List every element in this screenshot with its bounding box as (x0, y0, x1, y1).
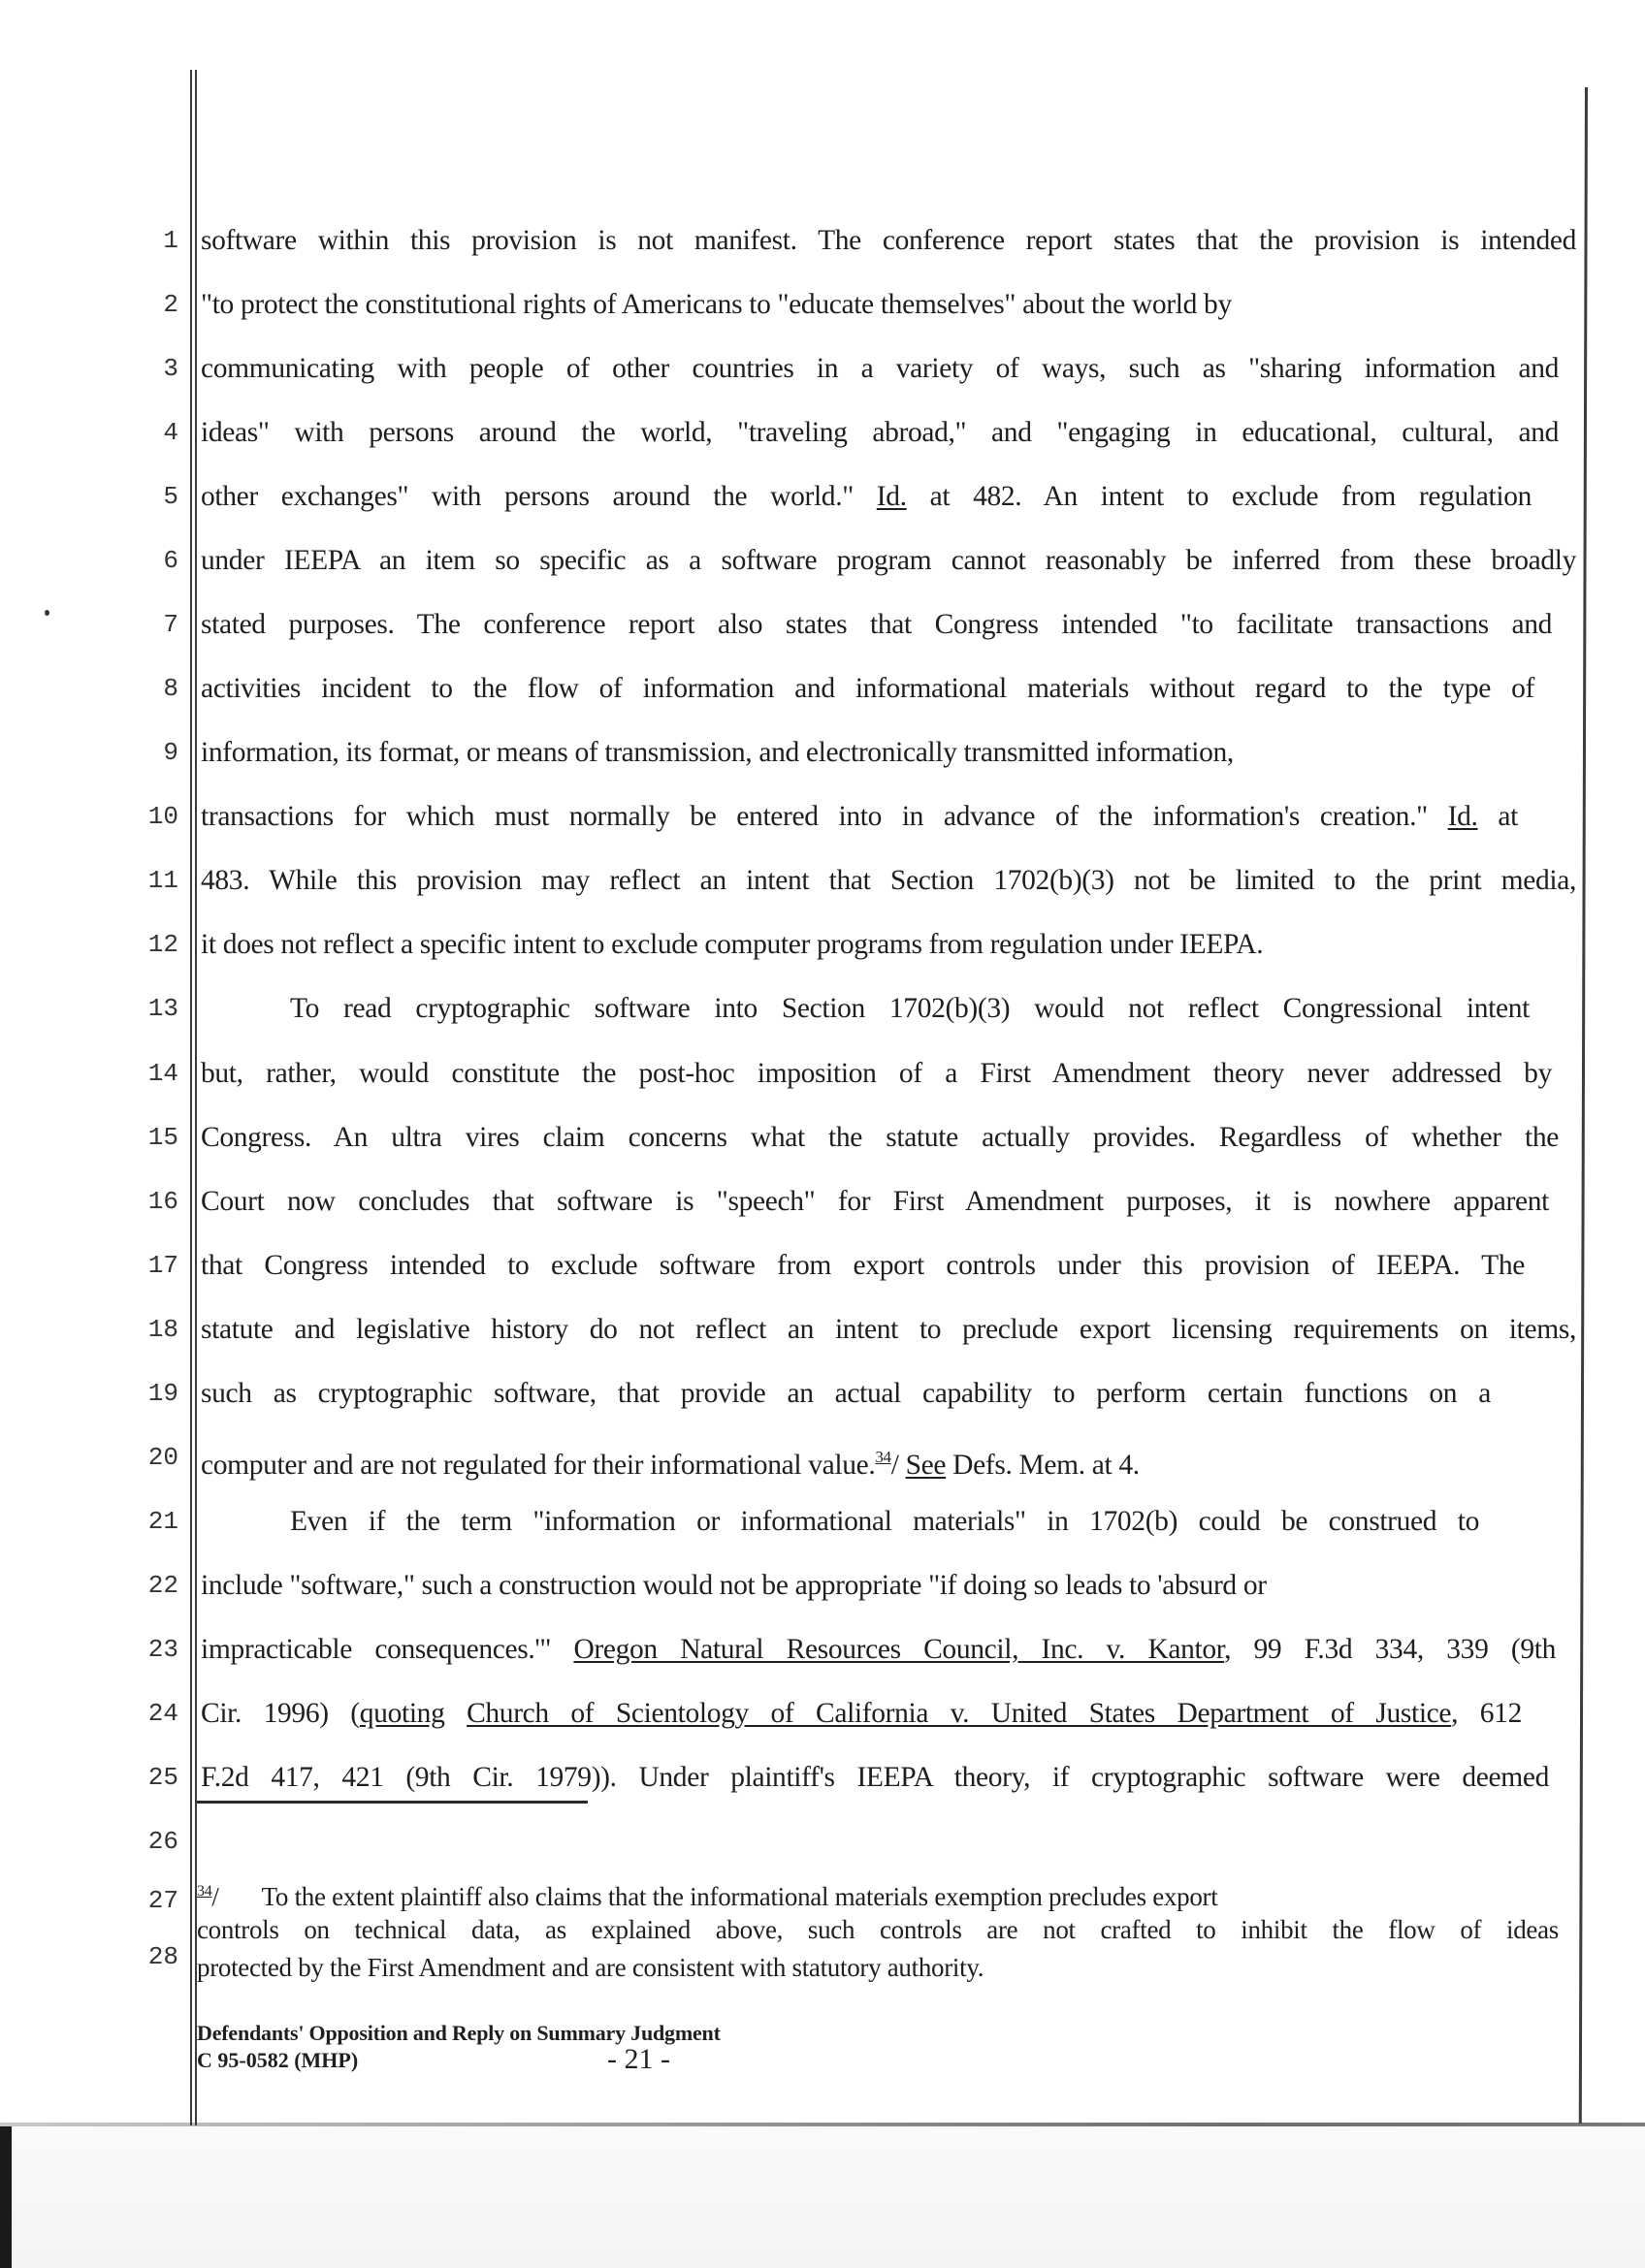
body-line: it does not reflect a specific intent to exclude computer programs from regulation under IEEPA. (201, 929, 1264, 960)
line-number: 24 (147, 1699, 178, 1728)
body-line: but, rather, would constitute the post-hoc imposition of a First Amendment theory never addressed by (201, 1058, 1552, 1089)
footnote-line: controls on technical data, as explained above, such controls are not crafted to inhibit the flow of ideas (197, 1915, 1559, 1944)
body-line: information, its format, or means of transmission, and electronically transmitted information, (201, 737, 1234, 768)
quoting-signal: quoting (359, 1698, 445, 1729)
scanner-shadow (0, 2126, 12, 2268)
line-number: 16 (147, 1187, 178, 1216)
line-number: 15 (147, 1123, 178, 1152)
line-number: 20 (147, 1443, 178, 1472)
body-line: Even if the term "information or informational materials" in 1702(b) could be construed to (290, 1506, 1479, 1537)
footnote-reference[interactable]: 34 (875, 1448, 891, 1466)
body-line: impracticable consequences.'" Oregon Natural Resources Council, Inc. v. Kantor, 99 F.3d 334, 339 (9th (201, 1634, 1556, 1665)
case-citation-oregon: Oregon Natural Resources Council, Inc. v. Kantor (573, 1634, 1225, 1665)
body-line: stated purposes. The conference report also states that Congress intended "to facilitate transactions and (201, 609, 1552, 640)
line-number: 3 (163, 354, 178, 383)
line-number: 26 (147, 1827, 178, 1856)
scanner-background (0, 2125, 1645, 2268)
case-citation-scientology: Church of Scientology of California v. United States Department of Justice (467, 1698, 1452, 1729)
line-number: 9 (163, 738, 178, 767)
body-line: other exchanges" with persons around the world." Id. at 482. An intent to exclude from regulation (201, 481, 1532, 512)
line-number: 5 (163, 482, 178, 511)
scan-speck (45, 610, 49, 616)
body-line: such as cryptographic software, that provide an actual capability to perform certain functions on a (201, 1378, 1491, 1409)
line-number: 27 (147, 1886, 178, 1915)
line-number: 13 (147, 994, 178, 1023)
line-number: 22 (147, 1571, 178, 1600)
id-citation: Id. (876, 481, 907, 512)
line-number: 28 (147, 1942, 178, 1971)
body-line: transactions for which must normally be entered into in advance of the information's creation." Id. at (201, 801, 1518, 832)
body-line: that Congress intended to exclude software from export controls under this provision of IEEPA. The (201, 1250, 1525, 1281)
body-line: Cir. 1996) (quoting Church of Scientology of California v. United States Department of Justice, 612 (201, 1698, 1522, 1729)
page-number: - 21 - (607, 2043, 670, 2075)
footer-case-number: C 95-0582 (MHP) (197, 2048, 359, 2072)
body-line: computer and are not regulated for their informational value.$^{34}$/ See Defs. Mem. at 4. (201, 1448, 1140, 1481)
line-number: 17 (147, 1251, 178, 1280)
body-line: Court now concludes that software is "speech" for First Amendment purposes, it is nowhere apparent (201, 1186, 1549, 1217)
left-margin-rule-outer (190, 70, 192, 2125)
left-margin-rule-inner (195, 70, 197, 2125)
right-margin-rule (1579, 87, 1588, 2124)
footer-document-title: Defendants' Opposition and Reply on Summary Judgment (197, 2021, 721, 2045)
line-number: 11 (147, 866, 178, 895)
page-bottom-edge (0, 2123, 1645, 2126)
footnote-line: protected by the First Amendment and are consistent with statutory authority. (197, 1953, 984, 1982)
line-number: 1 (163, 226, 178, 255)
line-number: 7 (163, 610, 178, 639)
line-number: 6 (163, 546, 178, 575)
line-number: 4 (163, 418, 178, 447)
id-citation: Id. (1447, 801, 1478, 832)
body-line: To read cryptographic software into Section 1702(b)(3) would not reflect Congressional intent (290, 993, 1530, 1024)
line-number: 25 (147, 1763, 178, 1792)
body-line: communicating with people of other countries in a variety of ways, such as "sharing information and (201, 353, 1559, 384)
body-line: under IEEPA an item so specific as a software program cannot reasonably be inferred from these broadly (201, 545, 1576, 576)
body-line: include "software," such a construction would not be appropriate "if doing so leads to 'absurd or (201, 1570, 1267, 1601)
line-number: 19 (147, 1379, 178, 1408)
line-number: 12 (147, 930, 178, 959)
line-number: 2 (163, 290, 178, 319)
body-line: "to protect the constitutional rights of Americans to "educate themselves" about the world by (201, 289, 1232, 320)
body-line: 483. While this provision may reflect an intent that Section 1702(b)(3) not be limited to the print media, (201, 865, 1576, 896)
line-number: 14 (147, 1059, 178, 1088)
body-line: F.2d 417, 421 (9th Cir. 1979)). Under plaintiff's IEEPA theory, if cryptographic software were deemed (201, 1762, 1549, 1793)
body-line: software within this provision is not manifest. The conference report states that the provision is intended (201, 225, 1576, 256)
footnote-line: $^{34}$/ To the extent plaintiff also claims that the informational materials exemption precludes export (197, 1882, 1218, 1911)
body-line: ideas" with persons around the world, "traveling abroad," and "engaging in educational, cultural, and (201, 417, 1559, 448)
line-number: 21 (147, 1507, 178, 1536)
line-number: 18 (147, 1315, 178, 1344)
line-number: 8 (163, 674, 178, 703)
body-line: Congress. An ultra vires claim concerns what the statute actually provides. Regardless of whether the (201, 1122, 1559, 1153)
footnote-number: 34 (197, 1883, 212, 1900)
body-line: statute and legislative history do not reflect an intent to preclude export licensing requirements on items, (201, 1314, 1576, 1345)
body-line: activities incident to the flow of information and informational materials without regard to the type of (201, 673, 1534, 704)
line-number: 10 (147, 802, 178, 831)
line-number: 23 (147, 1635, 178, 1664)
footnote-separator (197, 1801, 588, 1804)
see-signal: See (905, 1450, 947, 1481)
